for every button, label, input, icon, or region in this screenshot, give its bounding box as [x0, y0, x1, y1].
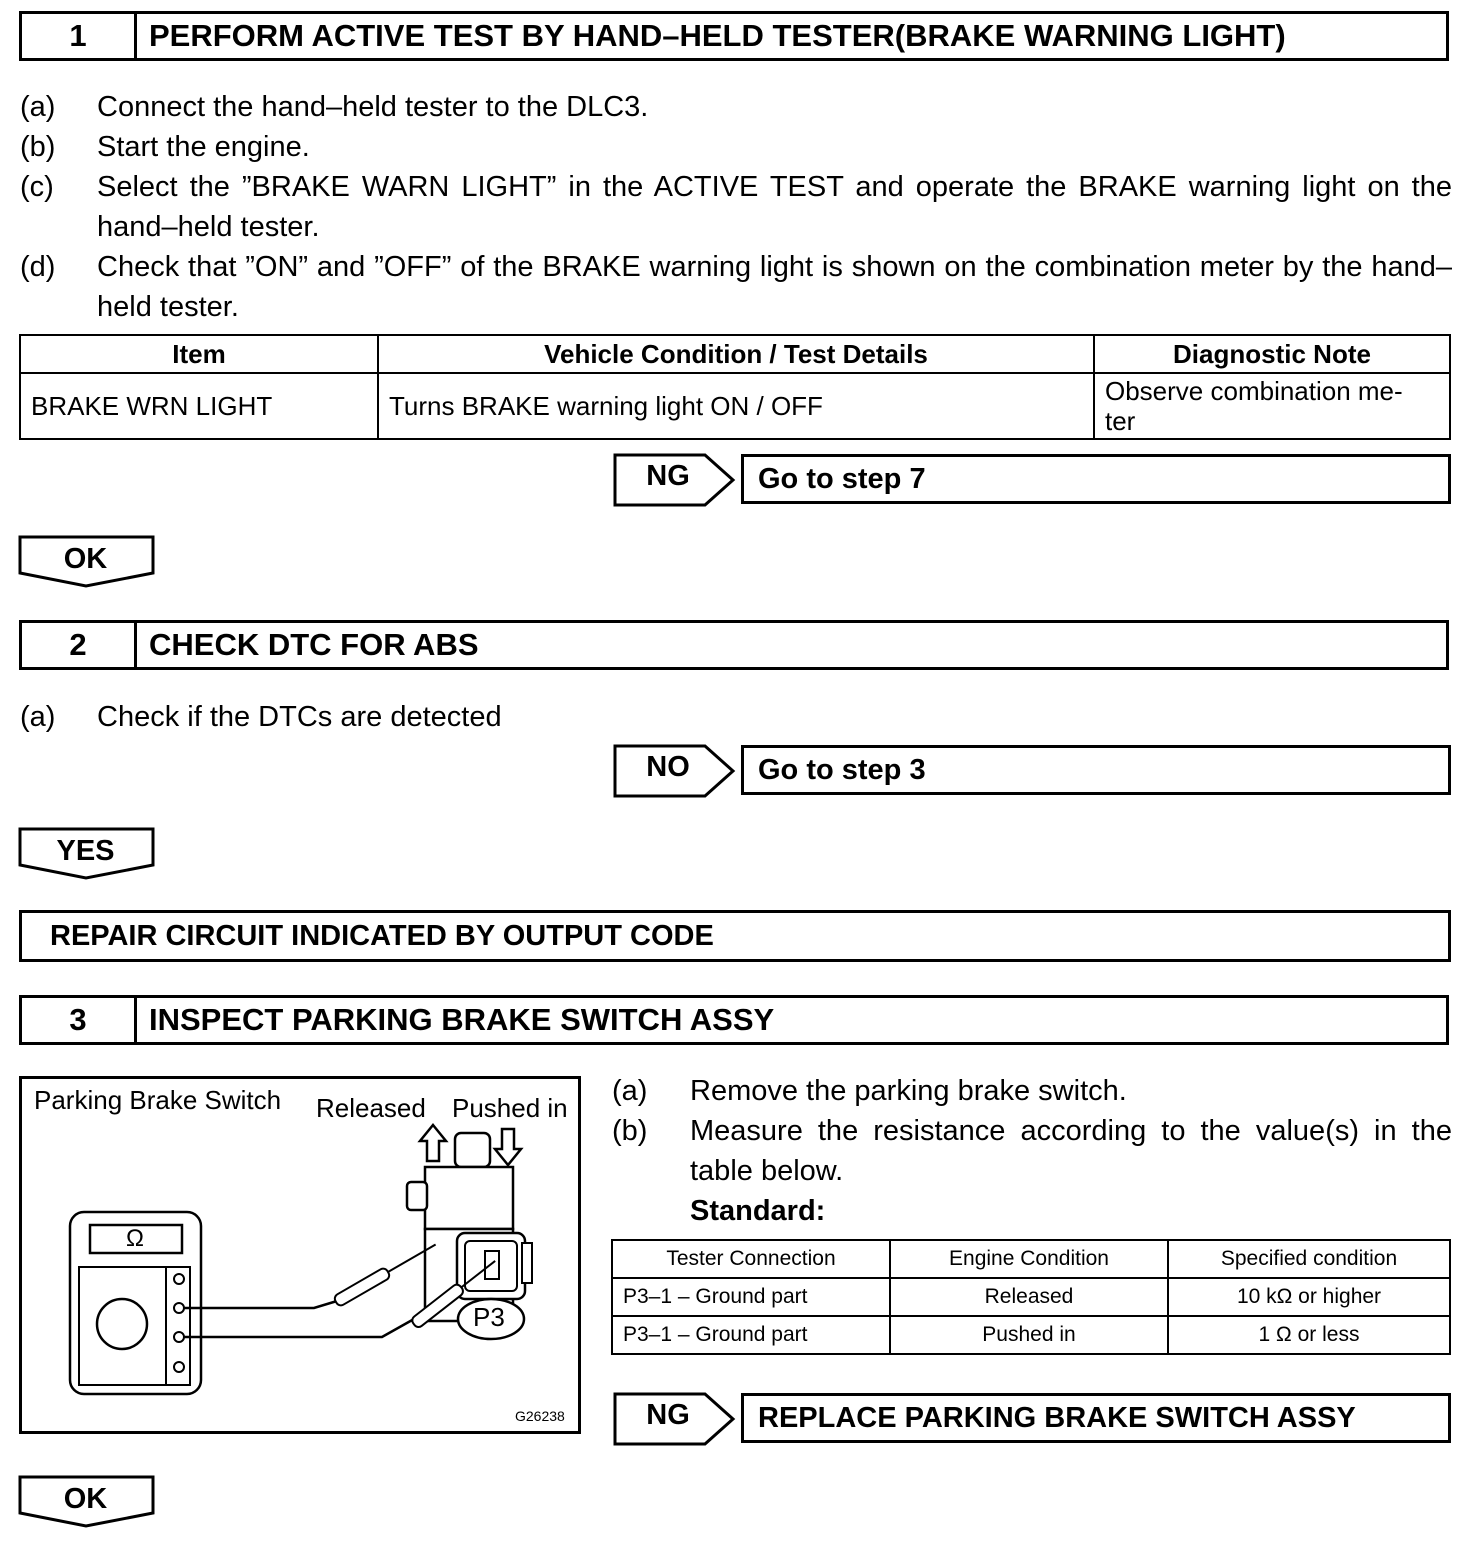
- step-title: PERFORM ACTIVE TEST BY HAND–HELD TESTER(BRAKE WARNING LIGHT): [149, 18, 1286, 53]
- table-header: Item: [20, 335, 378, 373]
- up-arrow-icon: [420, 1125, 446, 1161]
- table-row: [612, 1316, 1450, 1354]
- active-test-table: [19, 334, 1451, 440]
- step-title: CHECK DTC FOR ABS: [149, 627, 479, 662]
- table-header: Tester Connection: [612, 1240, 890, 1278]
- item-text: Remove the parking brake switch.: [690, 1075, 1127, 1107]
- switch-and-meter-drawing: [22, 1079, 578, 1431]
- ng-result: Go to step 7: [741, 454, 1451, 504]
- table-cell: Pushed in: [890, 1316, 1168, 1354]
- ok-label: OK: [63, 543, 108, 575]
- connector-label: P3: [473, 1302, 505, 1332]
- table-cell: 10 kΩ or higher: [1168, 1278, 1450, 1316]
- step-number: 1: [22, 14, 137, 58]
- step-number: 3: [22, 998, 137, 1042]
- item-label: (c): [20, 171, 54, 203]
- parking-brake-switch-figure: [19, 1076, 581, 1434]
- table-cell: Turns BRAKE warning light ON / OFF: [378, 373, 1094, 439]
- resistance-table: [611, 1239, 1451, 1355]
- repair-box: REPAIR CIRCUIT INDICATED BY OUTPUT CODE: [19, 910, 1451, 962]
- item-text: Select the ”BRAKE WARN LIGHT” in the ACTIVE TEST and operate the BRAKE warning light on the hand–held tester.: [97, 171, 1452, 243]
- ng-label: NG: [646, 460, 690, 492]
- no-label: NO: [646, 751, 690, 783]
- yes-label: YES: [56, 835, 115, 867]
- item-text: Connect the hand–held tester to the DLC3.: [97, 91, 649, 123]
- table-cell: P3–1 – Ground part: [612, 1278, 890, 1316]
- item-text: Check that ”ON” and ”OFF” of the BRAKE warning light is shown on the combination meter by the hand–held tester.: [97, 251, 1452, 323]
- item-label: (b): [612, 1115, 648, 1147]
- table-cell: Observe combination me- ter: [1094, 373, 1450, 439]
- ok-label: OK: [63, 1483, 108, 1515]
- figure-title: Parking Brake Switch: [34, 1085, 282, 1115]
- table-cell: Released: [890, 1278, 1168, 1316]
- table-header: Engine Condition: [890, 1240, 1168, 1278]
- ng-label: NG: [646, 1399, 690, 1431]
- table-cell: BRAKE WRN LIGHT: [20, 373, 378, 439]
- step-number: 2: [22, 623, 137, 667]
- item-label: (d): [20, 251, 56, 283]
- item-text: Check if the DTCs are detected: [97, 701, 502, 733]
- step-1-header: [19, 11, 1449, 61]
- standard-label: Standard:: [690, 1195, 826, 1227]
- ng-result: REPLACE PARKING BRAKE SWITCH ASSY: [741, 1393, 1451, 1443]
- table-header: Vehicle Condition / Test Details: [378, 335, 1094, 373]
- step-title: INSPECT PARKING BRAKE SWITCH ASSY: [149, 1002, 775, 1037]
- step-2-header: [19, 620, 1449, 670]
- table-header: Specified condition: [1168, 1240, 1450, 1278]
- table-row: [612, 1278, 1450, 1316]
- released-label: Released: [316, 1093, 426, 1123]
- figure-id: G26238: [515, 1408, 565, 1424]
- table-cell: P3–1 – Ground part: [612, 1316, 890, 1354]
- item-label: (a): [20, 91, 56, 123]
- table-header: Diagnostic Note: [1094, 335, 1450, 373]
- ohm-symbol: Ω: [126, 1225, 144, 1252]
- item-label: (b): [20, 131, 56, 163]
- item-label: (a): [20, 701, 56, 733]
- table-cell: 1 Ω or less: [1168, 1316, 1450, 1354]
- no-result: Go to step 3: [741, 745, 1451, 795]
- item-text: Start the engine.: [97, 131, 310, 163]
- step-3-header: [19, 995, 1449, 1045]
- table-row: [20, 373, 1450, 439]
- down-arrow-icon: [495, 1129, 521, 1165]
- pushed-in-label: Pushed in: [452, 1093, 568, 1123]
- item-text: Measure the resistance according to the value(s) in the table below.: [690, 1115, 1452, 1187]
- item-label: (a): [612, 1075, 648, 1107]
